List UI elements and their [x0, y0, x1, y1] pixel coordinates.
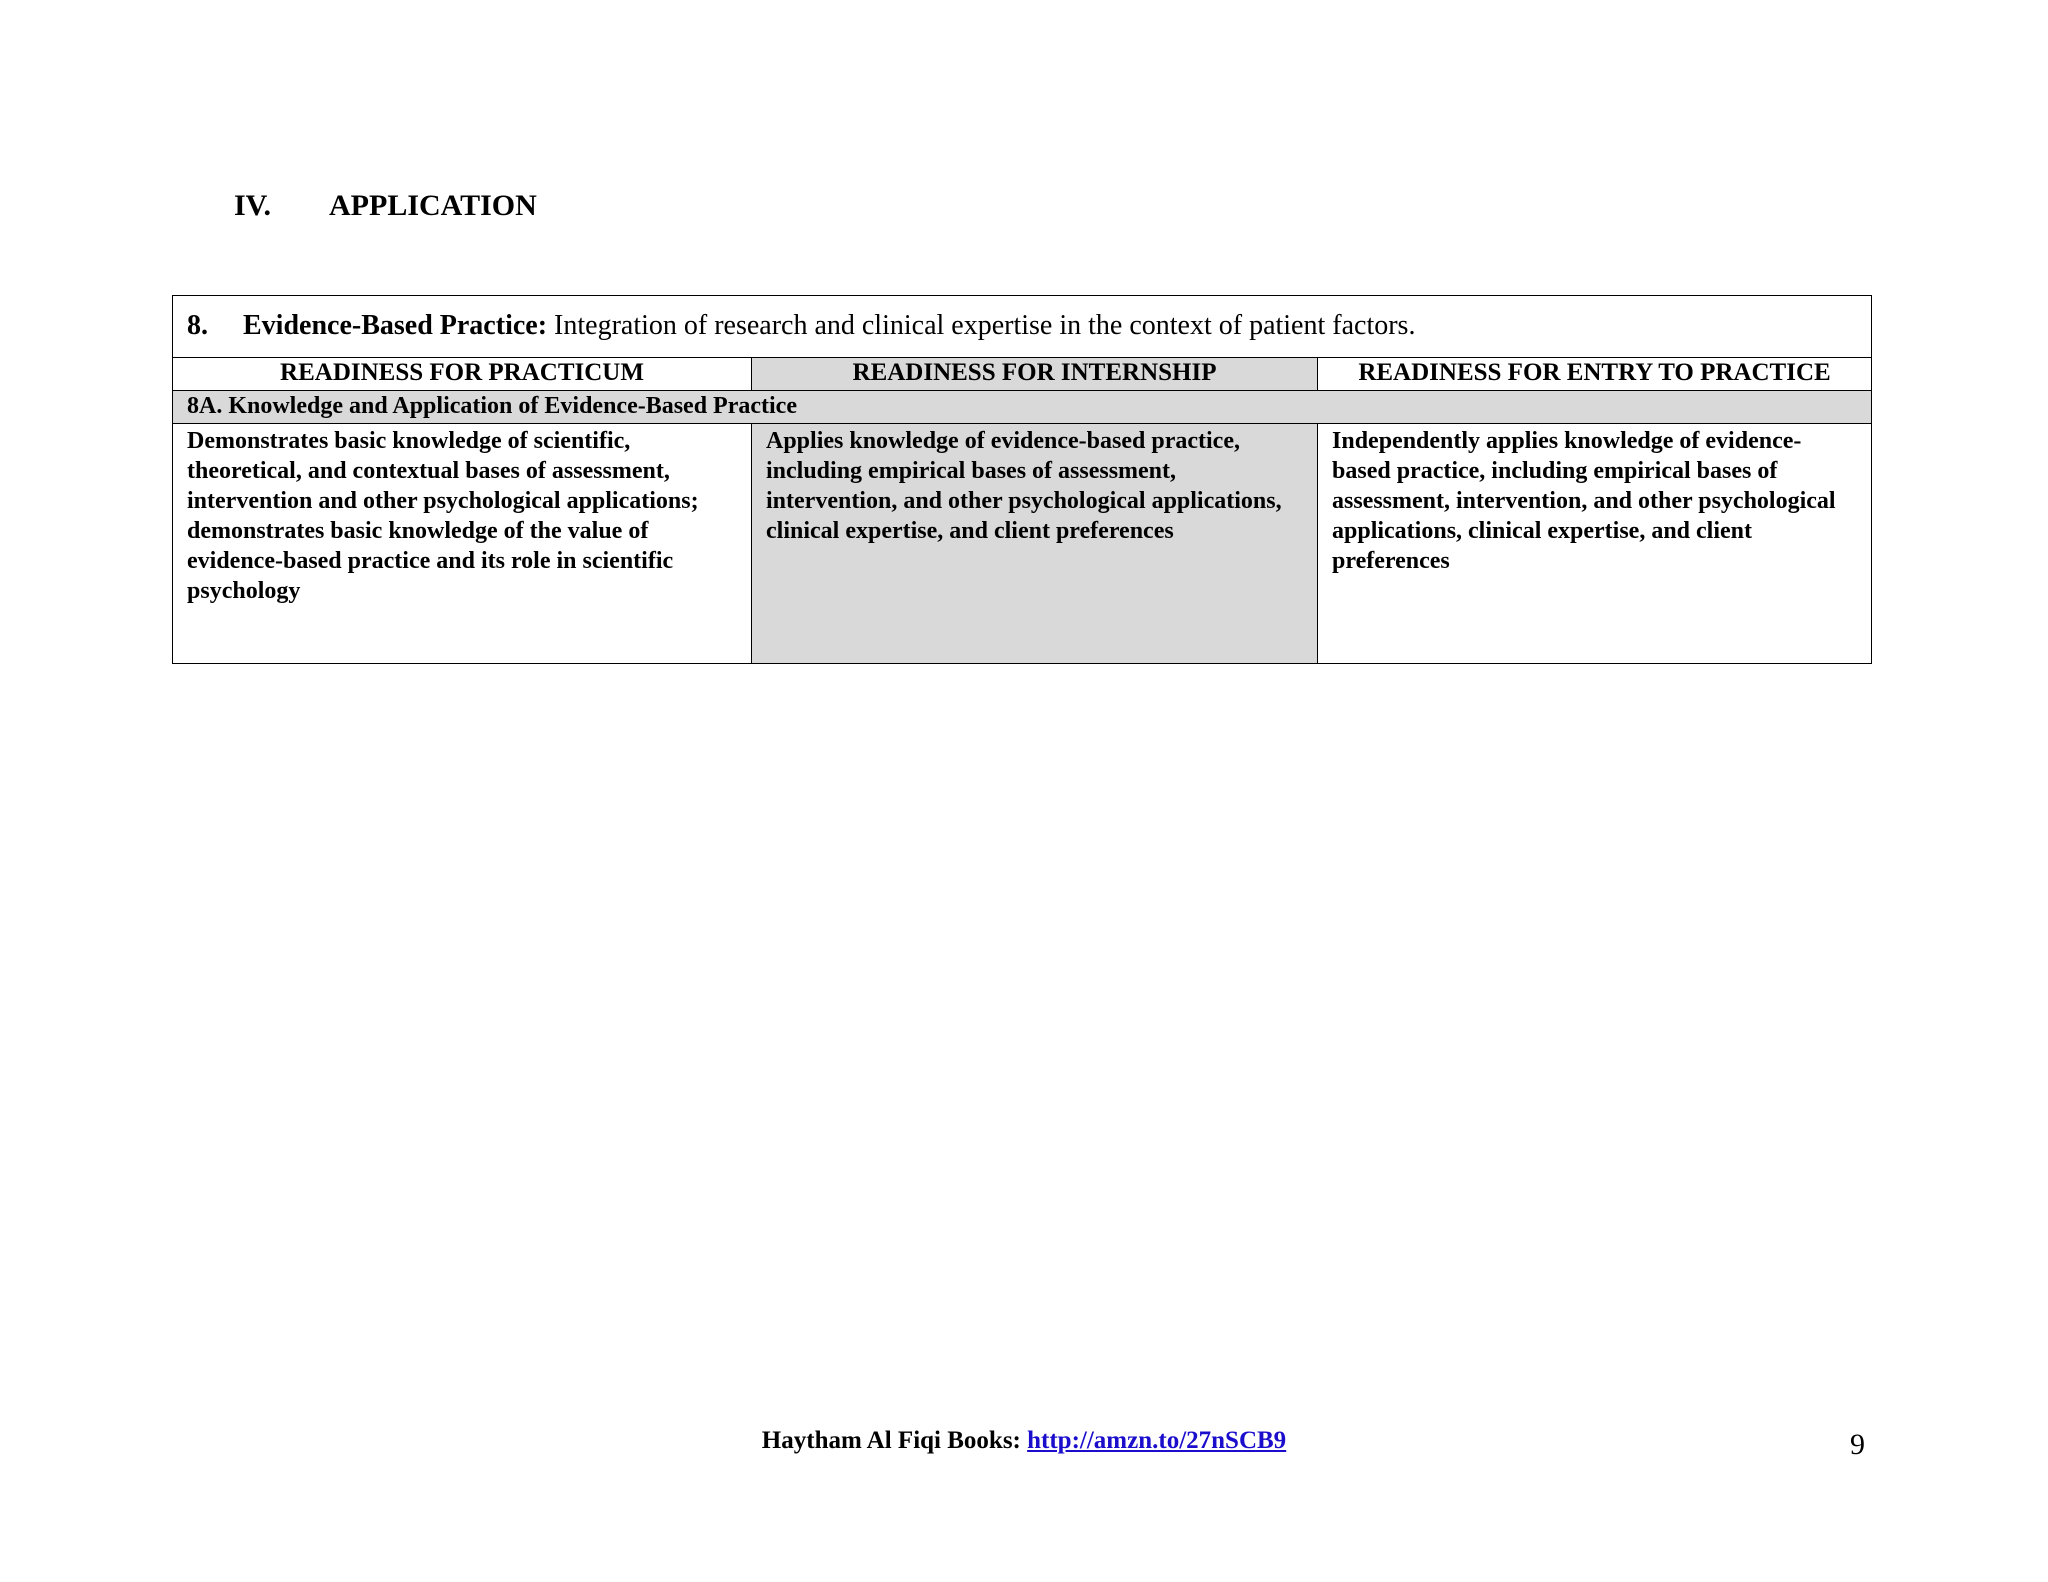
column-header-entry-to-practice: READINESS FOR ENTRY TO PRACTICE	[1318, 358, 1872, 391]
footer-link[interactable]: http://amzn.to/27nSCB9	[1027, 1427, 1287, 1454]
section-title: APPLICATION	[329, 189, 537, 222]
competency-label: Evidence-Based Practice:	[243, 310, 548, 341]
page-number: 9	[1850, 1428, 1865, 1461]
section-number: IV.	[234, 189, 271, 222]
internship-cell: Applies knowledge of evidence-based practice, including empirical bases of assessment, intervention, and other psychological applications, clinical expertise, and client preferences	[752, 424, 1318, 664]
competency-title-cell	[173, 296, 1872, 358]
subsection-title: 8A. Knowledge and Application of Evidence-Based Practice	[173, 391, 1872, 424]
footer-label: Haytham Al Fiqi Books:	[761, 1427, 1028, 1454]
competency-number: 8.	[187, 310, 208, 341]
column-header-row	[173, 358, 1872, 391]
practicum-cell: Demonstrates basic knowledge of scientific, theoretical, and contextual bases of assessment, intervention and other psychological applications; demonstrates basic knowledge of the value of evidence-based practice and its role in scientific psychology	[173, 424, 752, 664]
competency-title-row	[173, 296, 1872, 358]
footer	[0, 1427, 2048, 1455]
entry-to-practice-cell: Independently applies knowledge of evidence-based practice, including empirical bases of assessment, intervention, and other psychological applications, clinical expertise, and client preferences	[1318, 424, 1872, 664]
column-header-internship: READINESS FOR INTERNSHIP	[752, 358, 1318, 391]
subsection-row	[173, 391, 1872, 424]
table-row	[173, 424, 1872, 664]
competency-table	[172, 295, 1872, 664]
competency-description: Integration of research and clinical expertise in the context of patient factors.	[547, 310, 1416, 341]
column-header-practicum: READINESS FOR PRACTICUM	[173, 358, 752, 391]
section-heading	[234, 186, 537, 226]
